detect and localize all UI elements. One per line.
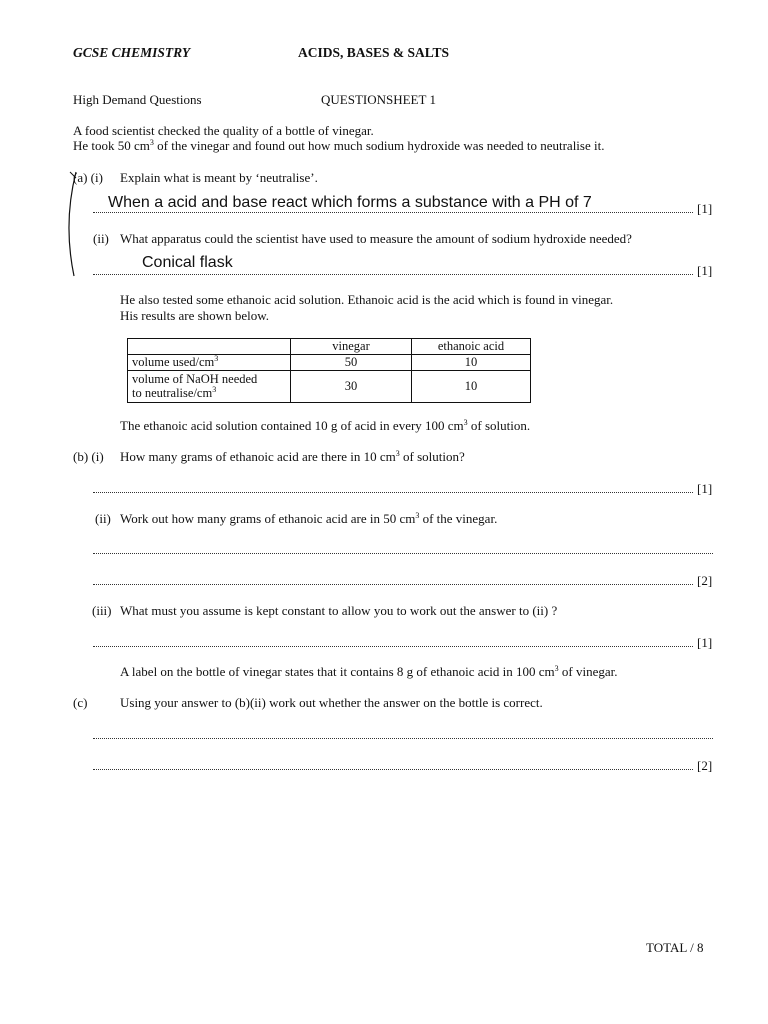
answer-line-b-iii[interactable] [93,646,693,647]
demand-level: High Demand Questions [73,92,202,107]
question-b-iii-text: What must you assume is kept constant to allow you to work out the answer to (ii) ? [120,603,558,618]
answer-line-b-i[interactable] [93,492,693,493]
answer-line-b-ii-1[interactable] [93,553,713,554]
topic-title: ACIDS, BASES & SALTS [298,45,450,60]
intro-line-1: A food scientist checked the quality of a bottle of vinegar. [73,123,374,138]
mark-c: [2] [697,758,713,773]
results-table [127,338,531,403]
question-c-label: (c) [73,695,88,710]
question-b-label: (b) (i) [73,449,104,464]
question-a-ii-text: What apparatus could the scientist have used to measure the amount of sodium hydroxide needed? [120,231,632,246]
answer-a-i[interactable]: When a acid and base react which forms a substance with a PH of 7 [108,194,592,211]
question-b-iii-label: (iii) [92,603,112,618]
bottle-label-note: A label on the bottle of vinegar states that it contains 8 g of ethanoic acid in 100 $cm^3$ of vinegar. [120,664,618,679]
table-cell-naoh-vinegar: 30 [291,371,412,403]
table-header-vinegar: vinegar [291,339,412,355]
question-a-i-text: Explain what is meant by ‘neutralise’. [120,170,318,185]
table-cell-volume-ethanoic: 10 [412,355,531,371]
table-cell-naoh-ethanoic: 10 [412,371,531,403]
answer-line-a-ii [93,274,693,275]
ethanoic-intro-2: His results are shown below. [120,308,269,323]
total-score: TOTAL / 8 [646,940,704,955]
mark-a-ii: [1] [697,263,713,278]
intro-line-2: He took 50 $cm^3$ of the vinegar and found out how much sodium hydroxide was needed to neutralise it. [73,138,605,153]
mark-b-iii: [1] [697,635,713,650]
mark-b-ii: [2] [697,573,713,588]
answer-line-c-1[interactable] [93,738,713,739]
question-c-text: Using your answer to (b)(ii) work out whether the answer on the bottle is correct. [120,695,543,710]
question-b-i-text: How many grams of ethanoic acid are there in 10 $cm^3$ of solution? [120,449,465,464]
answer-a-ii[interactable]: Conical flask [142,254,233,271]
ethanoic-intro-1: He also tested some ethanoic acid solution. Ethanoic acid is the acid which is found in vinegar. [120,292,614,307]
question-a-ii-label: (ii) [93,231,109,246]
answer-line-c-2[interactable] [93,769,693,770]
table-row-volume-label: volume used/$cm^3$ [128,355,291,371]
subject-title: GCSE CHEMISTRY [73,45,191,60]
mark-a-i: [1] [697,201,713,216]
table-row-naoh-label: volume of NaOH needed to neutralise/$cm^3$ [128,371,291,403]
question-b-ii-text: Work out how many grams of ethanoic acid are in 50 $cm^3$ of the vinegar. [120,511,498,526]
mark-b-i: [1] [697,481,713,496]
solution-note: The ethanoic acid solution contained 10 g of acid in every 100 $cm^3$ of solution. [120,418,531,433]
table-cell-volume-vinegar: 50 [291,355,412,371]
table-header-ethanoic: ethanoic acid [412,339,531,355]
questionsheet-label: QUESTIONSHEET 1 [321,92,436,107]
answer-line-a-i [93,212,693,213]
question-b-ii-label: (ii) [95,511,111,526]
table-header-blank [128,339,291,355]
question-a-label: (a) (i) [73,170,103,185]
answer-line-b-ii-2[interactable] [93,584,693,585]
